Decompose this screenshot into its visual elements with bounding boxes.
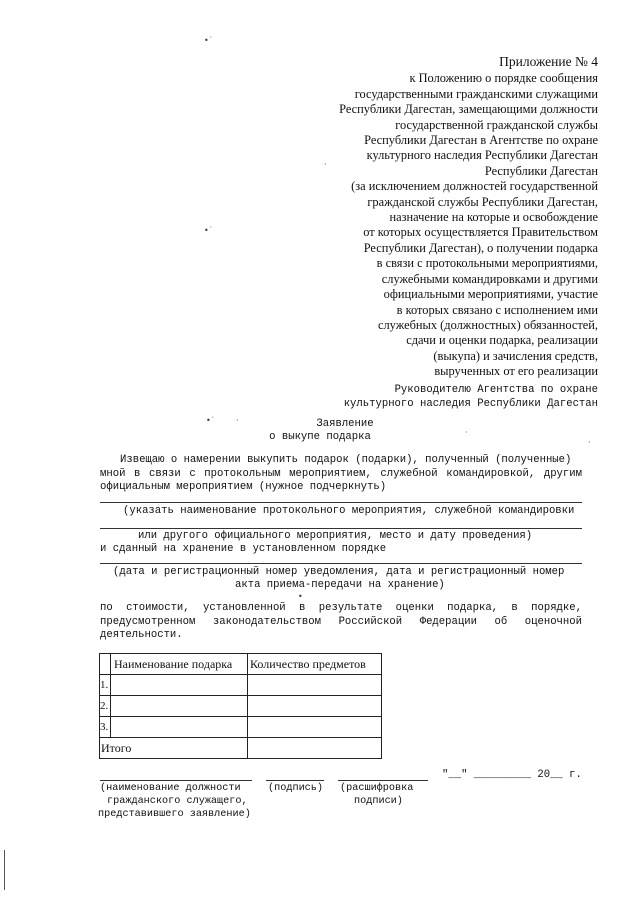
table-header-row (100, 654, 382, 675)
notice-caption-2: акта приема-передачи на хранение) (235, 579, 445, 591)
table-row (100, 675, 382, 696)
annex-line: официальными мероприятиями, участие (383, 287, 598, 302)
addressee-block (344, 383, 598, 411)
table-row (100, 696, 382, 717)
notice-fill-line[interactable] (100, 563, 582, 564)
position-caption-3: представившего заявление) (98, 809, 251, 820)
total-quantity-cell[interactable] (248, 738, 382, 759)
intro-line-3: официальным мероприятием (нужное подчеркнуть) (100, 481, 387, 493)
scan-speck-icon: •˙ (206, 416, 215, 425)
signature-caption: (подпись) (268, 783, 324, 794)
quantity-cell[interactable] (248, 675, 382, 696)
intro-paragraph (100, 454, 582, 495)
annex-line: назначение на которые и освобождение (389, 210, 598, 225)
valuation-line-2: предусмотренном законодательством Российской Федерации об оценочной (100, 615, 582, 628)
event-fill-line[interactable] (100, 502, 582, 503)
annex-line: в которых связано с исполнением ими (396, 302, 598, 317)
row-number: 3. (100, 717, 111, 738)
position-caption-1: (наименование должности (100, 783, 241, 794)
intro-line-2: мной в связи с протокольным мероприятием, служебной командировкой, другим (100, 467, 582, 480)
valuation-line-1: по стоимости, установленной в результате оценки подарка, в порядке, (100, 602, 582, 614)
annex-line: к Положению о порядке сообщения (409, 71, 598, 86)
table-header-number (100, 654, 111, 675)
valuation-line-3: деятельности. (100, 629, 183, 641)
annex-header (268, 54, 598, 380)
annex-line: вырученных от его реализации (434, 364, 598, 379)
row-number: 1. (100, 675, 111, 696)
scan-speck-icon: • (298, 592, 303, 601)
addressee-line-2: культурного наследия Республики Дагестан (343, 398, 598, 410)
row-number: 2. (100, 696, 111, 717)
stored-text: и сданный на хранение в установленном порядке (100, 543, 387, 555)
scan-speck-icon: · (465, 428, 468, 437)
annex-line: в связи с протокольными мероприятиями, (376, 256, 598, 271)
annex-line: государственной гражданской службы (395, 117, 598, 132)
annex-line: Республики Дагестан, замещающими должности (339, 102, 598, 117)
event-fill-line[interactable] (100, 528, 582, 529)
annex-line: гражданской службы Республики Дагестан, (367, 194, 598, 209)
date-field[interactable]: "__" _________ 20__ г. (442, 769, 582, 781)
scan-speck-icon: · (588, 438, 591, 447)
addressee-line-1: Руководителю Агентства по охране (394, 384, 598, 396)
annex-line: сдачи и оценки подарка, реализации (406, 333, 598, 348)
quantity-cell[interactable] (248, 696, 382, 717)
gift-name-cell[interactable] (111, 717, 248, 738)
decode-fill-line[interactable] (338, 780, 428, 781)
valuation-paragraph (100, 602, 582, 643)
annex-line: служебных (должностных) обязанностей, (378, 317, 598, 332)
quantity-cell[interactable] (248, 717, 382, 738)
total-label: Итого (100, 738, 248, 759)
annex-line: (выкупа) и зачисления средств, (433, 348, 598, 363)
decode-caption-1: (расшифровка (340, 783, 414, 794)
annex-line: Республики Дагестан в Агентстве по охране (364, 133, 598, 148)
document-heading (0, 418, 640, 444)
table-row (100, 717, 382, 738)
position-fill-line[interactable] (100, 780, 252, 781)
table-header-quantity: Количество предметов (248, 654, 382, 675)
table-total-row (100, 738, 382, 759)
scan-speck-icon: · (236, 416, 239, 425)
signature-fill-line[interactable] (266, 780, 324, 781)
annex-line: Республики Дагестан (484, 163, 598, 178)
annex-line: от которых осуществляется Правительством (363, 225, 598, 240)
event-caption-1: (указать наименование протокольного мероприятия, служебной командировки (123, 505, 575, 517)
annex-line: государственными гражданскими служащими (354, 86, 598, 101)
decode-caption-2: подписи) (354, 796, 403, 807)
scan-speck-icon: · (324, 160, 327, 169)
scan-speck-icon: •˙ (204, 226, 213, 235)
table-header-gift-name: Наименование подарка (111, 654, 248, 675)
gift-name-cell[interactable] (111, 675, 248, 696)
event-caption-2: или другого официального мероприятия, место и дату проведения) (138, 530, 533, 542)
position-caption-2: гражданского служащего, (107, 796, 248, 807)
gift-name-cell[interactable] (111, 696, 248, 717)
notice-caption-1: (дата и регистрационный номер уведомления, дата и регистрационный номер (113, 566, 565, 578)
document-title: Заявление (316, 418, 374, 430)
annex-line: Республики Дагестан), о получении подарка (363, 240, 598, 255)
gift-table (99, 653, 382, 759)
annex-title: Приложение № 4 (499, 54, 598, 69)
annex-line: служебными командировками и другими (381, 271, 598, 286)
intro-line-1: Извещаю о намерении выкупить подарок (подарки), полученный (полученные) (120, 454, 572, 466)
document-subtitle: о выкупе подарка (269, 431, 371, 443)
annex-line: (за исключением должностей государственной (351, 179, 598, 194)
scan-edge-mark (4, 850, 5, 890)
scan-speck-icon: •˙ (204, 36, 213, 45)
annex-line: культурного наследия Республики Дагестан (366, 148, 598, 163)
